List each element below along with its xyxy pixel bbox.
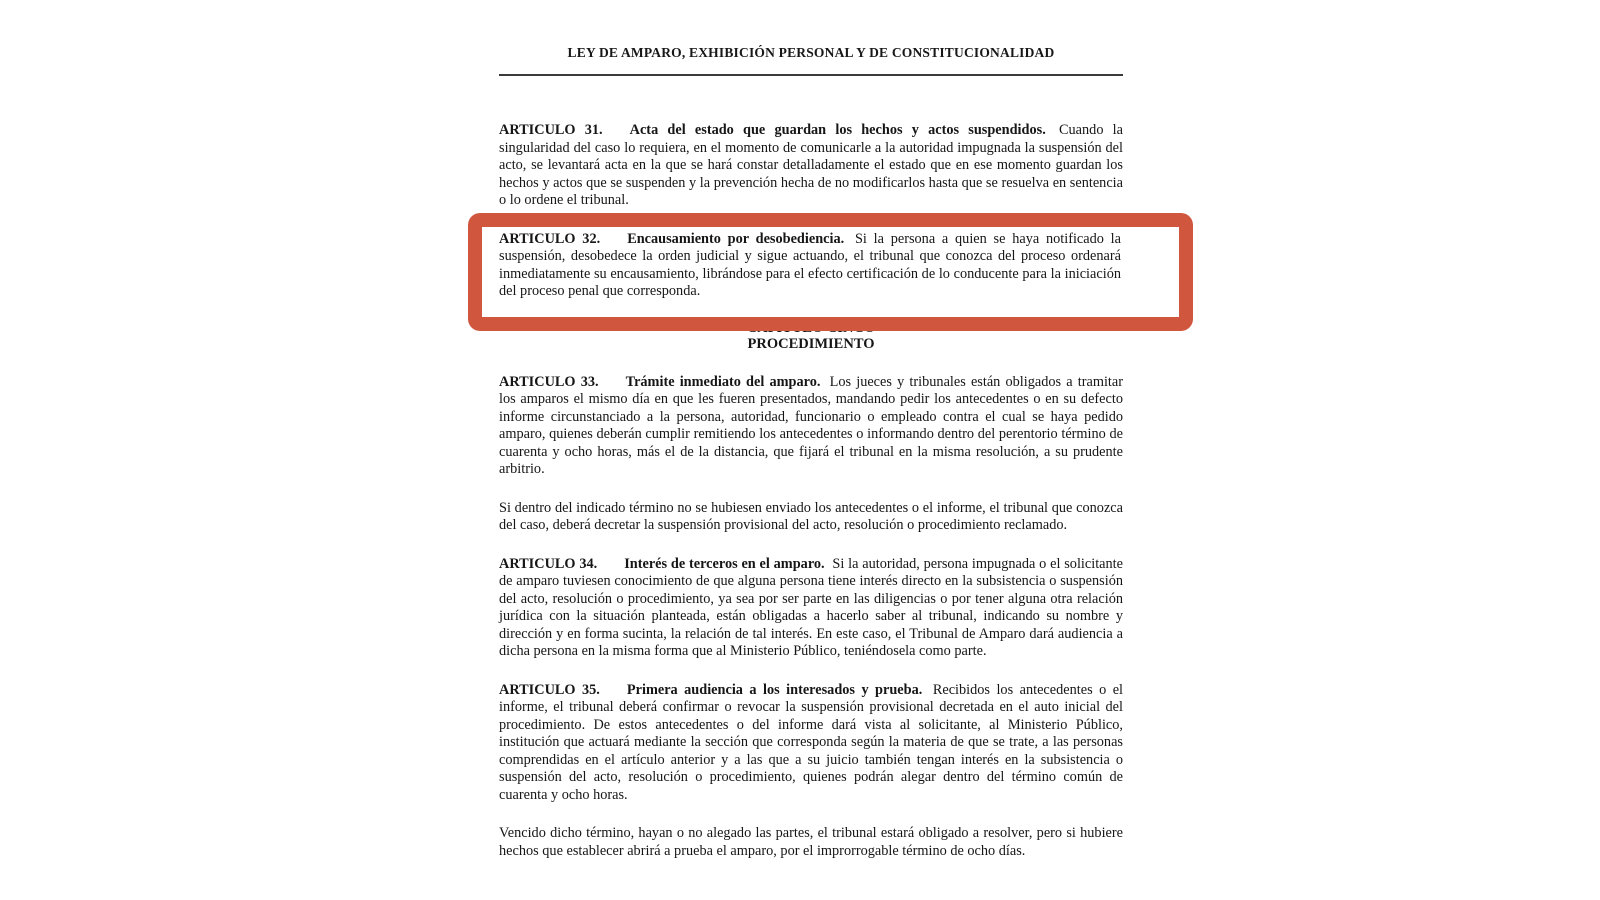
article-32-heading: Encausamiento por desobediencia. [627,230,845,247]
article-34-body: Si la autoridad, persona impugnada o el solicitante de amparo tuviesen conocimiento de que alguna persona tiene interés directo en la subsistencia o suspensión del acto, resolución o procedimiento, ya sea por ser parte en las diligencias o por tener alguna otra relación jurídica con la situación planteada, están obligadas a hacerlo saber al tribunal, indicando su nombre y dirección y en forma sucinta, la relación de tal interés. En este caso, el Tribunal de Amparo dará audiencia a dicha persona en la misma forma que al Ministerio Público, teniéndosela como parte. [499,555,1123,659]
article-31-number: ARTICULO 31. [499,122,603,138]
article-31-body: Cuando la singularidad del caso lo requiera, en el momento de comunicarle a la autoridad impugnada la suspensión del acto, se levantará acta en la que se hará constar detalladamente el estado que en ese momento guardan los hechos y actos que se suspenden y la prevención hecha de no modificarlos hasta que se resuelva en sentencia o lo ordene el tribunal. [499,122,1124,208]
article-35-continuation-paragraph: Vencido dicho término, hayan o no alegado las partes, el tribunal estará obligado a resolver, pero si hubiere hechos que establecer abrirá a prueba el amparo, por el improrrogable término de ocho días. [499,825,1123,859]
document-title: LEY DE AMPARO, EXHIBICIÓN PERSONAL Y DE CONSTITUCIONALIDAD [567,45,1055,60]
article-31-paragraph [499,122,1123,210]
article-33-number: ARTICULO 33. [499,373,599,390]
article-35-paragraph [499,682,1123,805]
article-35-number: ARTICULO 35. [499,681,600,698]
article-35-body: Recibidos los antecedentes o el informe, el tribunal deberá confirmar o revocar la suspensión provisional decretada en el auto inicial del procedimiento. De estos antecedentes o del informe dará vista al solicitante, al Ministerio Público, institución que actuará mediante la sección que corresponda según la materia de que se trate, a las personas comprendidas en el artículo anterior y a las que a su juicio también tengan interés en la subsistencia o suspensión del acto, resolución o procedimiento, quienes podrán alegar dentro del término común de cuarenta y ocho horas. [499,681,1124,803]
article-32-paragraph [499,231,1121,301]
article-33-continuation-paragraph: Si dentro del indicado término no se hubiesen enviado los antecedentes o el informe, el tribunal que conozca del caso, deberá decretar la suspensión provisional del acto, resolución o procedimiento reclamado. [499,499,1123,533]
document-page [499,0,1123,860]
article-32-highlight-box [468,213,1193,331]
article-32-number: ARTICULO 32. [499,230,601,247]
article-34-paragraph [499,556,1123,661]
chapter-heading-line2: PROCEDIMIENTO [747,336,875,352]
title-divider-rule [499,74,1123,76]
article-35-heading: Primera audiencia a los interesados y prueba. [626,681,923,698]
article-34-number: ARTICULO 34. [499,555,598,572]
article-31-heading: Acta del estado que guardan los hechos y actos suspendidos. [629,122,1046,138]
article-32-body: Si la persona a quien se haya notificado la suspensión, desobedece la orden judicial y sigue actuando, el tribunal que conozca del proceso ordenará inmediatamente su encausamiento, librándose para el efecto certificación de lo conducente para la iniciación del proceso penal que corresponda. [499,230,1121,299]
article-33-body: Los jueces y tribunales están obligados a tramitar los amparos el mismo día en que les fueren presentados, mandando pedir los antecedentes o en su defecto informe circunstanciado a la persona, autoridad, funcionario o empleado contra el cual se haya pedido amparo, quienes deberán cumplir remitiendo los antecedentes o informando dentro del perentorio término de cuarenta y ocho horas, más el de la distancia, que fijará el tribunal en la misma resolución, a su prudente arbitrio. [499,373,1124,477]
article-34-heading: Interés de terceros en el amparo. [624,555,825,572]
article-33-heading: Trámite inmediato del amparo. [625,373,821,390]
article-33-paragraph [499,374,1123,479]
